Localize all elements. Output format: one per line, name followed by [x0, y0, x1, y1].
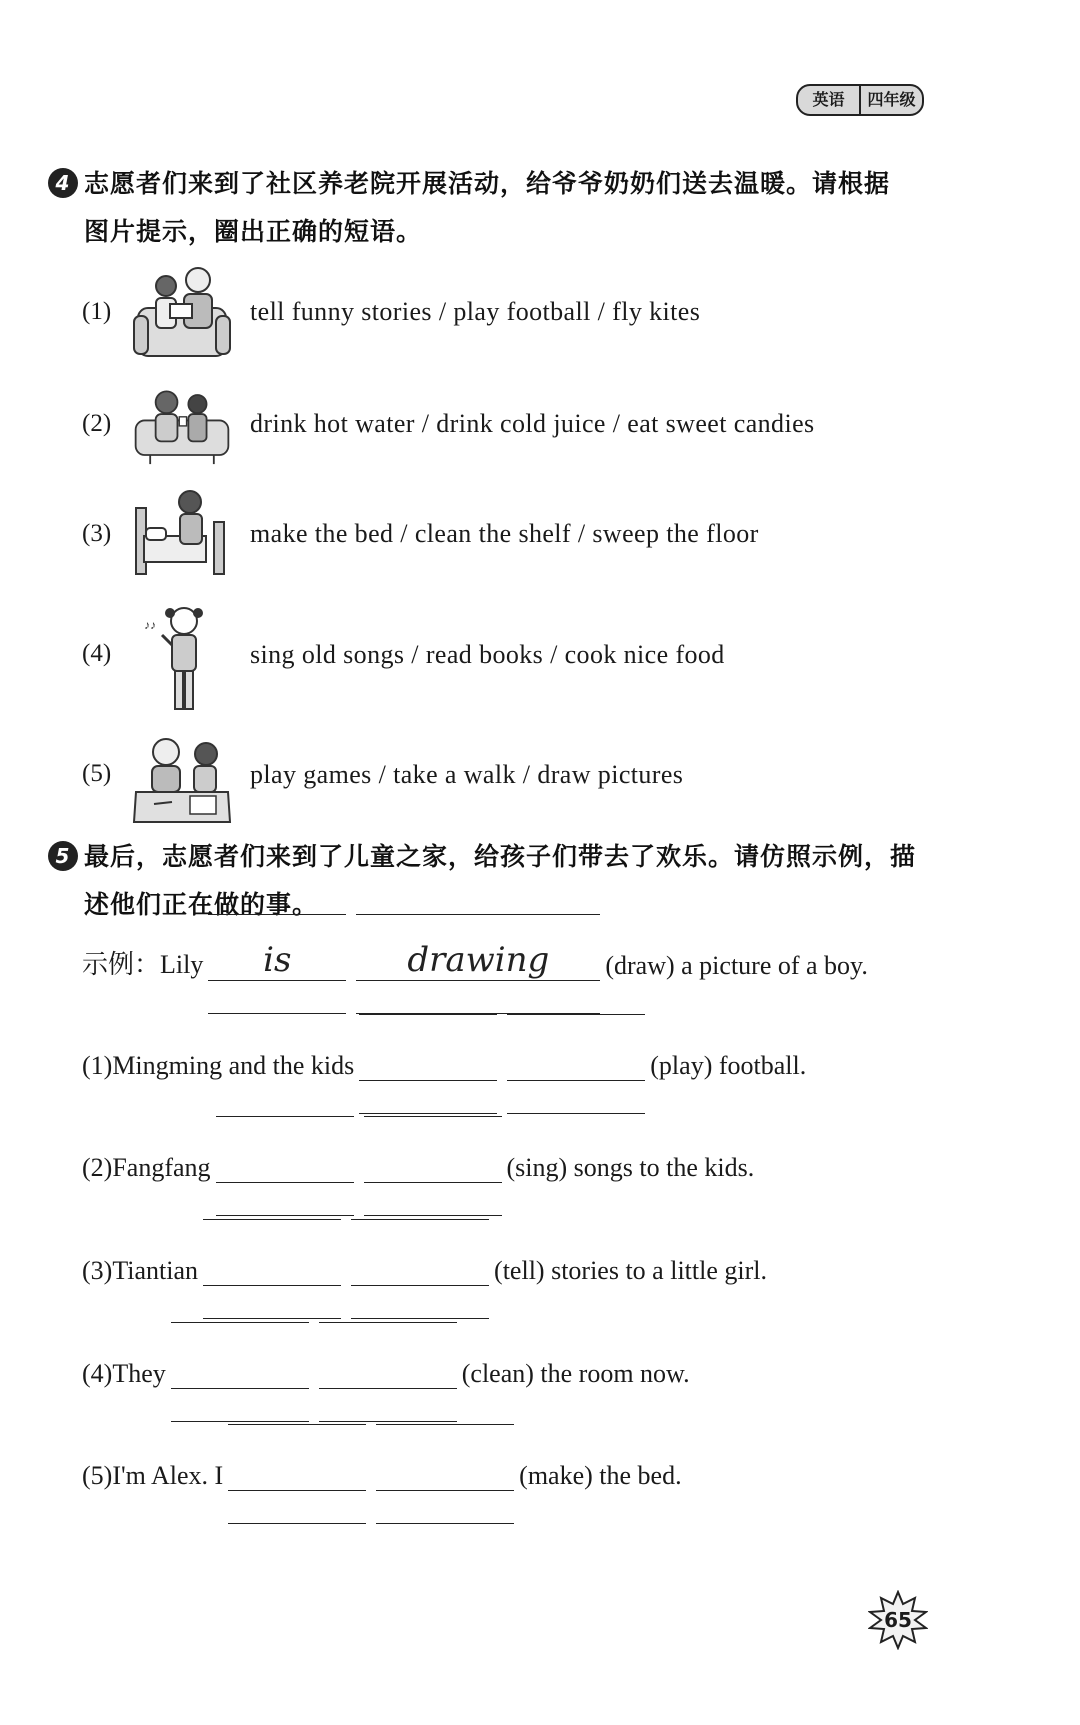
grandpa-reading-sofa-icon — [132, 262, 232, 362]
fill-row-5 — [82, 1456, 682, 1491]
section-5-instruction-line1: 最后，志愿者们来到了儿童之家，给孩子们带去了欢乐。请仿照示例，描 — [84, 842, 917, 871]
page-number-text: 65 — [884, 1608, 912, 1632]
fill-row-2-blank-2[interactable] — [364, 1148, 502, 1183]
fill-row-4-blank-2[interactable] — [319, 1354, 457, 1389]
fill-row-4-prefix: (4)They — [82, 1359, 166, 1388]
item-4-2-label: (2) — [82, 410, 112, 437]
fill-row-2-prefix: (2)Fangfang — [82, 1153, 211, 1182]
section-5-instruction-line2: 述他们正在做的事。 — [84, 890, 319, 919]
example-answer-2: drawing — [407, 940, 550, 980]
item-4-5-label: (5) — [82, 760, 112, 787]
fill-row-4-suffix: (clean) the room now. — [461, 1359, 690, 1388]
grade-label: 四年级 — [867, 90, 916, 109]
item-4-1-options[interactable]: tell funny stories / play football / fly kites — [250, 297, 701, 326]
item-4-1-label: (1) — [82, 298, 112, 325]
page-number — [868, 1590, 928, 1650]
fill-row-2-blank-1[interactable] — [216, 1148, 354, 1183]
fill-row-3-suffix: (tell) stories to a little girl. — [494, 1256, 767, 1285]
item-4-4-label: (4) — [82, 640, 112, 667]
example-suffix: (draw) a picture of a boy. — [605, 951, 868, 980]
fill-row-3-blank-1[interactable] — [203, 1251, 341, 1286]
girl-singing-icon — [142, 601, 222, 719]
fill-row-5-blank-2[interactable] — [376, 1456, 514, 1491]
section-4-instruction-line1: 志愿者们来到了社区养老院开展活动，给爷爷奶奶们送去温暖。请根据 — [84, 169, 891, 198]
item-4-3-label: (3) — [82, 520, 112, 547]
fill-row-3-prefix: (3)Tiantian — [82, 1256, 199, 1285]
fill-row-2-suffix: (sing) songs to the kids. — [506, 1153, 755, 1182]
fill-row-5-prefix: (5)I'm Alex. I — [82, 1461, 224, 1490]
fill-row-5-blank-1[interactable] — [228, 1456, 366, 1491]
subject-label: 英语 — [812, 90, 845, 109]
section-5-number: 5 — [48, 841, 78, 871]
section-4-instruction-line2: 图片提示，圈出正确的短语。 — [84, 217, 423, 246]
fill-row-3 — [82, 1251, 767, 1286]
example-row — [82, 940, 868, 981]
fill-row-1-suffix: (play) football. — [650, 1051, 807, 1080]
subject-grade-badge — [796, 84, 924, 116]
example-answer-1: is — [263, 940, 292, 980]
example-blank-2 — [356, 940, 600, 981]
section-4-heading — [48, 160, 1038, 256]
item-4-4-picture — [132, 600, 232, 720]
example-prefix: 示例：Lily — [82, 950, 204, 979]
boy-making-bed-icon — [132, 488, 232, 583]
fill-row-3-blank-2[interactable] — [351, 1251, 489, 1286]
fill-row-1-blank-2[interactable] — [507, 1046, 645, 1081]
example-blank-1 — [208, 940, 346, 981]
fill-row-4-blank-1[interactable] — [171, 1354, 309, 1389]
item-4-2-picture — [132, 375, 232, 475]
fill-row-4 — [82, 1354, 690, 1389]
item-4-3-options[interactable]: make the bed / clean the shelf / sweep the floor — [250, 519, 759, 548]
item-4-5-picture — [132, 728, 232, 828]
item-4-3-picture — [132, 485, 232, 585]
fill-row-1 — [82, 1046, 806, 1081]
fill-row-1-blank-1[interactable] — [359, 1046, 497, 1081]
svg-text:♪♪: ♪♪ — [144, 618, 156, 632]
item-4-2-options[interactable]: drink hot water / drink cold juice / eat sweet candies — [250, 409, 815, 438]
item-4-1-picture — [132, 262, 232, 362]
boy-giving-water-icon — [132, 380, 232, 470]
item-4-4-options[interactable]: sing old songs / read books / cook nice food — [250, 640, 725, 669]
section-4-number: 4 — [48, 168, 78, 198]
fill-row-2 — [82, 1148, 754, 1183]
item-4-5-options[interactable]: play games / take a walk / draw pictures — [250, 760, 684, 789]
grandpa-boy-drawing-icon — [132, 732, 232, 824]
fill-row-5-suffix: (make) the bed. — [519, 1461, 682, 1490]
fill-row-1-prefix: (1)Mingming and the kids — [82, 1051, 355, 1080]
